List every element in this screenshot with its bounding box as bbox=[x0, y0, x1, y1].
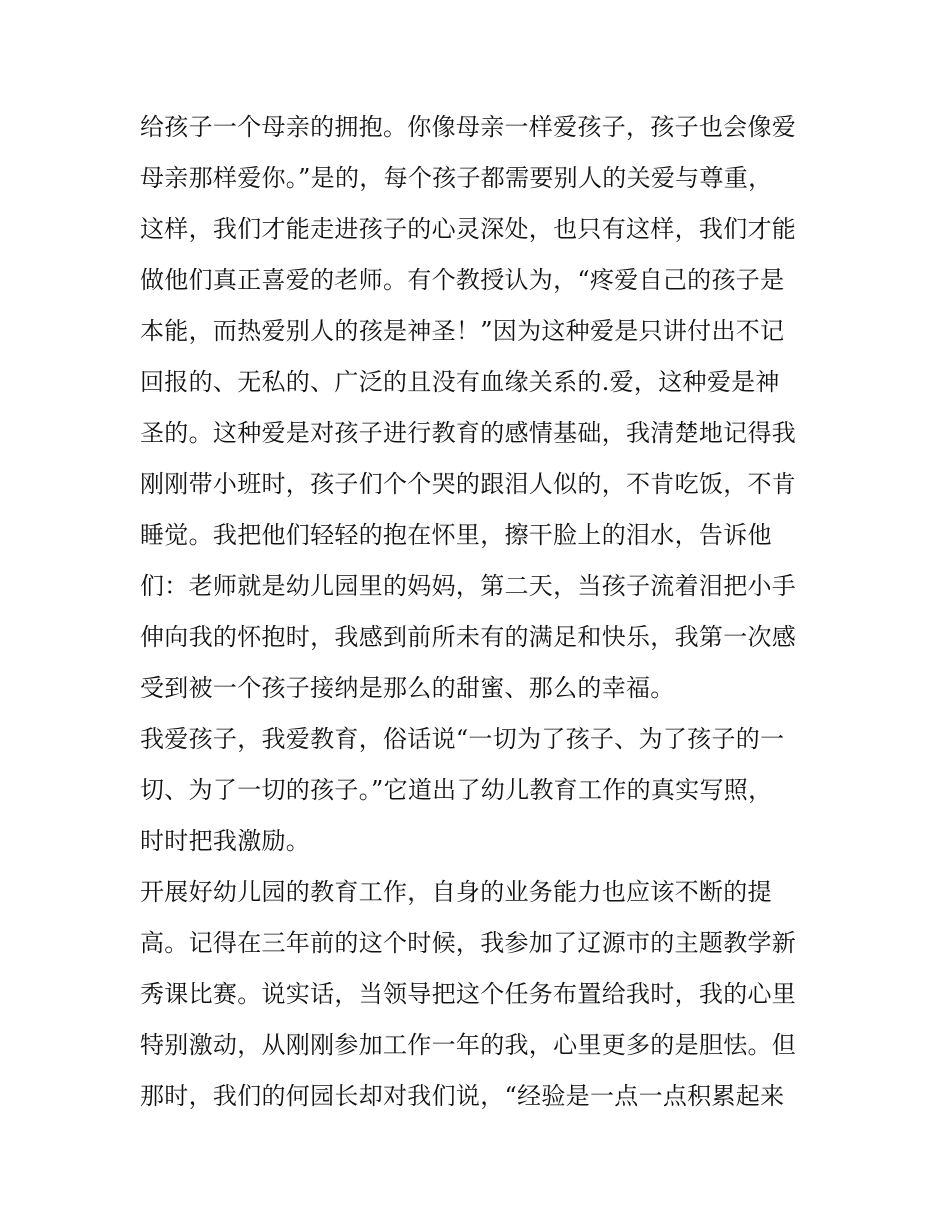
body-text bbox=[140, 102, 830, 1122]
text-line: 我爱孩子，我爱教育，俗话说“一切为了孩子、为了孩子的一 bbox=[140, 725, 785, 753]
text-line: 刚刚带小班时，孩子们个个哭的跟泪人似的，不肯吃饭，不肯 bbox=[140, 470, 797, 498]
text-line: 那时，我们的何园长却对我们说，“经验是一点一点积累起来 bbox=[140, 1082, 785, 1110]
text-line: 睡觉。我把他们轻轻的抱在怀里，擦干脸上的泪水，告诉他 bbox=[140, 521, 772, 549]
text-line: 高。记得在三年前的这个时候，我参加了辽源市的主题教学新 bbox=[140, 929, 797, 957]
text-line: 秀课比赛。说实话，当领导把这个任务布置给我时，我的心里 bbox=[140, 980, 797, 1008]
text-line: 们：老师就是幼儿园里的妈妈，第二天，当孩子流着泪把小手 bbox=[140, 572, 797, 600]
text-line: 受到被一个孩子接纳是那么的甜蜜、那么的幸福。 bbox=[140, 674, 675, 702]
text-line: 本能，而热爱别人的孩是神圣！”因为这种爱是只讲付出不记 bbox=[140, 317, 785, 345]
text-line: 切、为了一切的孩子。”它道出了幼儿教育工作的真实写照， bbox=[140, 776, 773, 804]
text-line: 回报的、无私的、广泛的且没有血缘关系的.爱，这种爱是神 bbox=[140, 368, 780, 396]
text-line: 伸向我的怀抱时，我感到前所未有的满足和快乐，我第一次感 bbox=[140, 623, 797, 651]
text-line: 时时把我激励。 bbox=[140, 827, 311, 855]
text-line: 开展好幼儿园的教育工作，自身的业务能力也应该不断的提 bbox=[140, 878, 772, 906]
text-line: 这样，我们才能走进孩子的心灵深处，也只有这样，我们才能 bbox=[140, 215, 797, 243]
text-line: 圣的。这种爱是对孩子进行教育的感情基础，我清楚地记得我 bbox=[140, 419, 797, 447]
text-line: 特别激动，从刚刚参加工作一年的我，心里更多的是胆怯。但 bbox=[140, 1031, 797, 1059]
text-line: 给孩子一个母亲的拥抱。你像母亲一样爱孩子，孩子也会像爱 bbox=[140, 113, 797, 141]
text-line: 母亲那样爱你。”是的，每个孩子都需要别人的关爱与尊重， bbox=[140, 164, 773, 192]
text-line: 做他们真正喜爱的老师。有个教授认为，“疼爱自己的孩子是 bbox=[140, 266, 785, 294]
